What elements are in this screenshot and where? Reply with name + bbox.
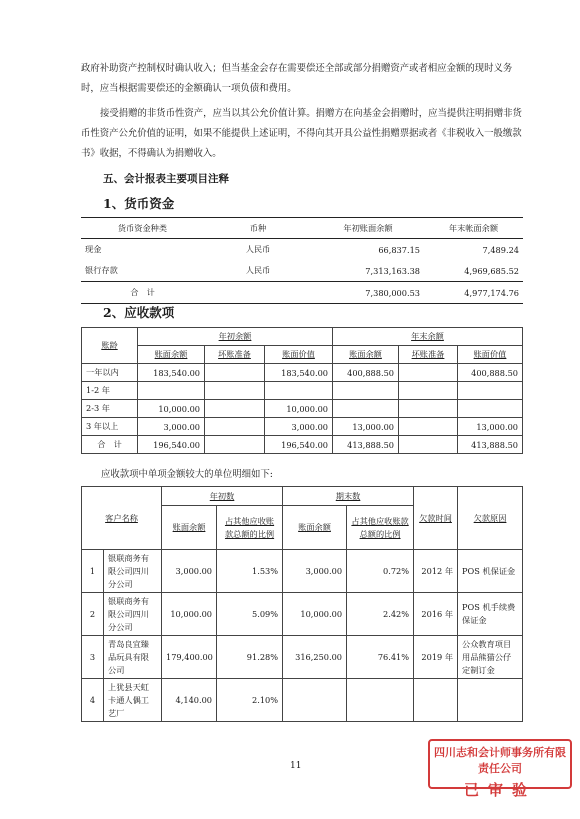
- table-row: [82, 550, 523, 593]
- table-row: [81, 260, 523, 282]
- cash-total-end: 4,977,174.76: [424, 282, 523, 304]
- cash-currency: 人民币: [245, 265, 271, 275]
- cell: [399, 436, 458, 454]
- cash-type: 现金: [85, 244, 102, 254]
- aging-label: 3 年以上: [82, 418, 138, 436]
- owed-reason: 公众教育项目用品熊猫公仔定制订金: [458, 636, 523, 679]
- cell: 1.53%: [217, 550, 283, 593]
- cash-begin: 7,313,163.38: [365, 265, 420, 276]
- stamp-firm-name: 四川志和会计师事务所有限责任公司: [434, 746, 566, 775]
- receivables-subheader: 坏账准备: [399, 346, 458, 364]
- receivables-begin-group: 年初余额: [138, 328, 333, 346]
- cash-header-begin: 年初账面余额: [312, 218, 424, 239]
- receivables-heading: 2、应收款项: [103, 305, 175, 320]
- cell: 0.72%: [347, 550, 414, 593]
- aging-label: 1-2 年: [82, 382, 138, 400]
- aging-label: 合 计: [82, 436, 138, 454]
- detail-end-group: 期末数: [283, 487, 414, 506]
- cash-heading: 1、货币资金: [103, 196, 175, 211]
- cash-end: 4,969,685.52: [464, 265, 519, 276]
- receivables-subheader: 坏账准备: [205, 346, 265, 364]
- detail-table: [81, 486, 523, 722]
- cell: 13,000.00: [333, 418, 399, 436]
- detail-customer-header: 客户名称: [82, 487, 162, 550]
- cash-header-type: 货币资金种类: [81, 218, 204, 239]
- row-index: 1: [82, 550, 104, 593]
- cell: 3,000.00: [138, 418, 205, 436]
- cell: 183,540.00: [138, 364, 205, 382]
- cell: [414, 679, 458, 722]
- cell: 10,000.00: [265, 400, 333, 418]
- cell: 10,000.00: [162, 593, 217, 636]
- cell: 2019 年: [414, 636, 458, 679]
- customer-name: 银联商务有限公司四川分公司: [104, 550, 162, 593]
- audit-stamp: [428, 739, 572, 799]
- cash-total-row: [81, 282, 523, 304]
- cell: 10,000.00: [283, 593, 347, 636]
- row-index: 3: [82, 636, 104, 679]
- cash-header-currency: 币种: [204, 218, 312, 239]
- cell: 2.42%: [347, 593, 414, 636]
- cash-header-end: 年末帐面余额: [424, 218, 523, 239]
- cell: 3,000.00: [162, 550, 217, 593]
- detail-balance-header: 账面余额: [162, 506, 217, 550]
- cell: 196,540.00: [138, 436, 205, 454]
- receivables-subheader-row: [82, 346, 523, 364]
- owed-reason: POS 机手续费保证金: [458, 593, 523, 636]
- cell: 183,540.00: [265, 364, 333, 382]
- table-row: [82, 400, 523, 418]
- cell: 2.10%: [217, 679, 283, 722]
- cell: [399, 418, 458, 436]
- customer-name: 银联商务有限公司四川分公司: [104, 593, 162, 636]
- receivables-aging-header: 账龄: [82, 328, 138, 364]
- cell: 3,000.00: [283, 550, 347, 593]
- cell: [399, 400, 458, 418]
- receivables-subheader: 账面余额: [333, 346, 399, 364]
- cash-total-label: 合 计: [81, 282, 204, 304]
- cell: [333, 382, 399, 400]
- cell: 316,250.00: [283, 636, 347, 679]
- cell: [399, 382, 458, 400]
- row-index: 2: [82, 593, 104, 636]
- receivables-group-row: [82, 328, 523, 346]
- cell: 91.28%: [217, 636, 283, 679]
- table-row: [82, 593, 523, 636]
- receivables-subheader: 账面价值: [458, 346, 523, 364]
- cell: 2016 年: [414, 593, 458, 636]
- cash-type: 银行存款: [85, 265, 118, 275]
- cell: 400,888.50: [458, 364, 523, 382]
- detail-owed-time-header: 欠款时间: [414, 487, 458, 550]
- page-number: 11: [290, 761, 302, 771]
- cell: [205, 382, 265, 400]
- detail-begin-group: 年初数: [162, 487, 283, 506]
- cell: [399, 364, 458, 382]
- aging-label: 2-3 年: [82, 400, 138, 418]
- cash-end: 7,489.24: [482, 244, 519, 255]
- table-row: [82, 418, 523, 436]
- table-row: [82, 636, 523, 679]
- table-row: [82, 364, 523, 382]
- cell: 179,400.00: [162, 636, 217, 679]
- table-row: [82, 679, 523, 722]
- cell: [333, 400, 399, 418]
- owed-reason: [458, 679, 523, 722]
- detail-balance-header: 账面余额: [283, 506, 347, 550]
- cash-table: [81, 217, 523, 304]
- detail-group-row: [82, 487, 523, 506]
- cell: 2012 年: [414, 550, 458, 593]
- owed-reason: POS 机保证金: [458, 550, 523, 593]
- cell: [458, 382, 523, 400]
- cell: [458, 400, 523, 418]
- cell: [205, 418, 265, 436]
- cell: [138, 382, 205, 400]
- cell: 413,888.50: [458, 436, 523, 454]
- cell: [283, 679, 347, 722]
- detail-note: 应收款项中单项金额较大的单位明细如下:: [101, 469, 273, 480]
- cell: 196,540.00: [265, 436, 333, 454]
- cash-header-row: [81, 218, 523, 239]
- cell: 76.41%: [347, 636, 414, 679]
- cell: 10,000.00: [138, 400, 205, 418]
- detail-ratio-header: 占其他应收账款总额的比例: [347, 506, 414, 550]
- paragraph-1: 政府补助资产控制权时确认收入；但当基金会存在需要偿还全部或部分捐赠资产或者相应金额的现时义务时，应当根据需要偿还的金额确认一项负债和费用。: [81, 63, 513, 94]
- cell: 4,140.00: [162, 679, 217, 722]
- stamp-status: 已审验: [463, 781, 536, 799]
- cell: 3,000.00: [265, 418, 333, 436]
- receivables-subheader: 账面余额: [138, 346, 205, 364]
- cell: 13,000.00: [458, 418, 523, 436]
- table-row: [81, 239, 523, 261]
- cell: [205, 364, 265, 382]
- section-title: 五、会计报表主要项目注释: [103, 173, 229, 185]
- detail-owed-reason-header: 欠款原因: [458, 487, 523, 550]
- cell: [205, 400, 265, 418]
- cash-total-begin: 7,380,000.53: [312, 282, 424, 304]
- cash-total-currency: [204, 282, 312, 304]
- aging-label: 一年以内: [82, 364, 138, 382]
- paragraph-2: 接受捐赠的非货币性资产，应当以其公允价值计算。捐赠方在向基金会捐赠时，应当提供注明捐赠非货币性资产公允价值的证明，如果不能提供上述证明，不得向其开具公益性捐赠票据或者《非税收入一般缴款书》收据，不得确认为捐赠收入。: [81, 108, 522, 159]
- receivables-end-group: 年末余额: [333, 328, 523, 346]
- table-row: [82, 382, 523, 400]
- receivables-table: [81, 327, 523, 454]
- cell: [347, 679, 414, 722]
- cell: 400,888.50: [333, 364, 399, 382]
- row-index: 4: [82, 679, 104, 722]
- cell: 413,888.50: [333, 436, 399, 454]
- customer-name: 青岛良宜臻品玩具有限公司: [104, 636, 162, 679]
- cell: [205, 436, 265, 454]
- cash-currency: 人民币: [245, 244, 271, 254]
- receivables-subheader: 账面价值: [265, 346, 333, 364]
- detail-ratio-header: 占其他应收账款总额的比例: [217, 506, 283, 550]
- receivables-total-row: [82, 436, 523, 454]
- cash-begin: 66,837.15: [378, 244, 420, 255]
- cell: [265, 382, 333, 400]
- customer-name: 上犹县天虹卡通人偶工艺厂: [104, 679, 162, 722]
- cell: 5.09%: [217, 593, 283, 636]
